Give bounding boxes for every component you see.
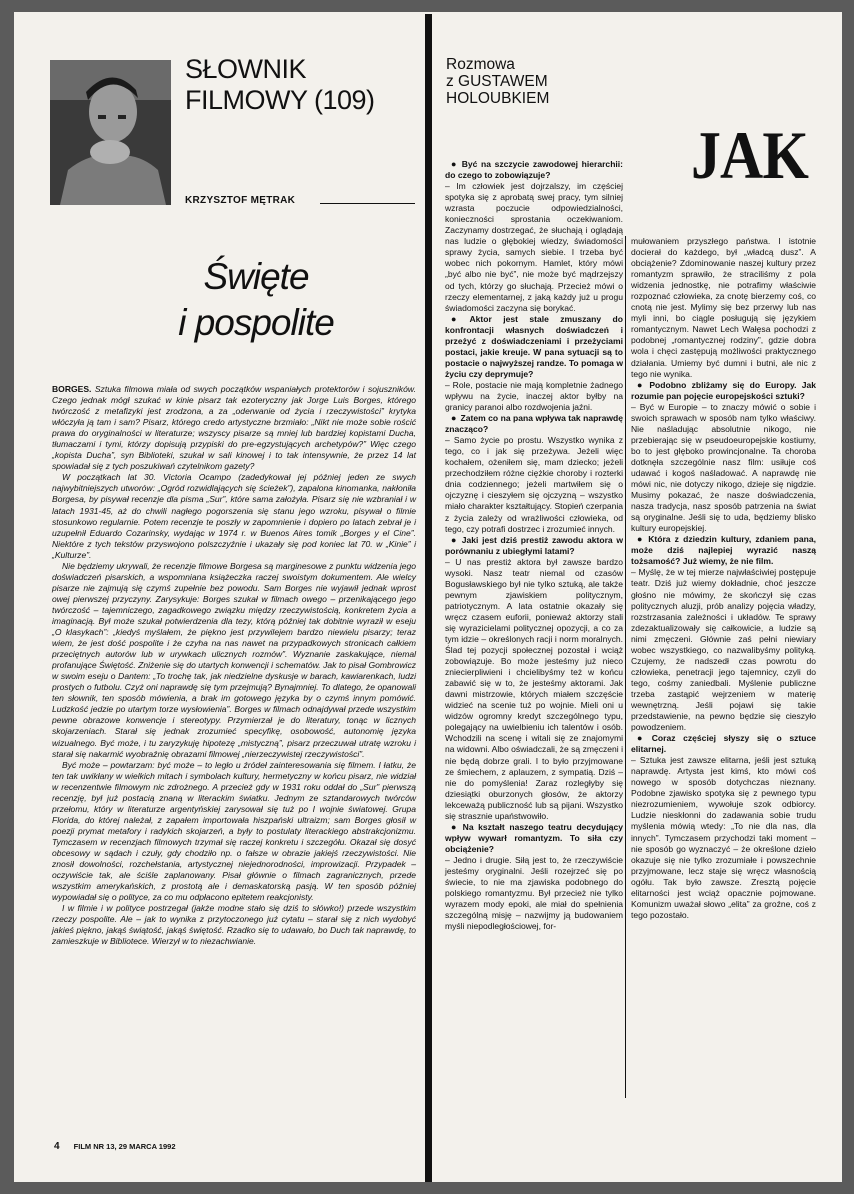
- interview-answer: – Myślę, że w tej mierze najwłaściwiej postępuje teatr. Dziś już wiemy dokładnie, choć jeszcze głośno nie mówimy, że skończył się czas politycznych aluzji, prób analizy pojęcia władzy, rozstrzasania zależności i układów. Te sprawy zdezaktualizowały się całkowicie, a ludzie są nimi zmęczeni. Głównie zaś pełni niewiary wobec wszystkiego, co nazwalibyśmy polityką. Czujemy, że nadszedł czas powrotu do człowieka, penetracji jego tajemnicy, czyli do tego, cośmy zaniedbali. Myślenie publiczne trzeba zastąpić wejrzeniem w materię wewnętrzną. Jeśli pojawi się takie przedstawienie, na pewno będzie się cieszyło powodzeniem.: [631, 567, 816, 733]
- series-title-line1: SŁOWNIK: [185, 54, 307, 84]
- issue-info: FILM NR 13, 29 MARCA 1992: [73, 1142, 176, 1151]
- interview-column-2: [631, 236, 816, 921]
- body-paragraph: Nie będziemy ukrywali, że recenzje filmowe Borgesa są marginesowe z punktu widzenia jego doświadczeń pisarskich, a wspomniana książeczka raczej swoistym dokumentem. Ale wielcy pisarze nie zajmują się czymś zupełnie bez powodu. Sam Borges nie wyjawił jednak wprost owej pierwszej przyczyny. Zarysykuje: Borges szukał w filmach owego – przenikającego jego twórczość – tajemniczego, zagadkowego związku między rzeczywistością, konkretem życia a imaginacją. Był może szukał potwierdzenia dla tezy, którą później tak dobitnie wyraził w eseju „O klasykach”: „kiedyś myślałem, że piękno jest przywilejem bardzo niewielu pisarzy; teraz wiem, że jest dość pospolite i że czyha na nas nawet na przypadkowych stronicach całkiem przeciętnych autorów lub w urywkach ulicznych rozmów”. Wyznanie zaskakujące, niemal profanujące Świętość. Zniżenie się do utartych konwencji i schematów. Jak to pisał Gombrowicz w swoim eseju o Dantem: „To trochę tak, jak niedzielne dyskusje w barach, kawiarenkach, ludzi prostych o futbolu. Czyż oni naprawdę się tym przejmują? Bynajmniej. To dlatego, że opanowali ten słownik, ten sposób mówienia, a brak im gotowego języka by o czymś innym pomówić. Ludzkość jedzie po utartym torze wysłowienia”. Borges w filmach odnajdywał przede wszystkim pewne obrazowe konwencje i stereotypy. Przymierzał je do literatury, tonąc w licznych skojarzeniach. Starał się jednak zrozumieć specyfikę, osobowość, autonomię języka wizualnego. Być może, i tu zaryzykuję hipotezę „mistyczną”, pisarz przeczuwał utratę wzroku i starał się nakarmić wyobraźnię obrazami filmowej „nierzeczywistej rzeczywistości”.: [52, 560, 416, 759]
- interview-title-line2: z GUSTAWEM: [446, 73, 548, 90]
- lead-label: BORGES.: [52, 384, 92, 394]
- interview-answer: mułowaniem przyszłego państwa. I istotnie docierał do każdego, był „władcą dusz”. A obciążenie? Zdominowanie naszej kultury przez romantyzm sprawiło, że straciliśmy z pola widzenia jednostkę, nie potrafimy właściwie rozpoznać człowieka, za cnotę bierzemy coś, co cnotą nie jest. Mylimy się bez przerwy lub nas myli inni, bo ciągle posługują się językiem romantycznym. Nawet Lech Wałęsa pochodzi z podobnej „romantycznej rodziny”, gdzie dobra wola i chęci zastępują możliwości praktycznego działania. Umiemy być dumni i butni, ale nic z tego nie wynika.: [631, 236, 816, 379]
- column-rule: [625, 236, 626, 1098]
- interview-answer: – Jedno i drugie. Siłą jest to, że rzeczywiście jesteśmy oryginalni. Jeśli rozejrzeć się po świecie, to nie ma zjawiska podobnego do polskiego romantyzmu. Był przecież nie tylko wyrazem mody epoki, ale miał do spełnienia szczególną misję – nazwijmy ją budowaniem myśli niepodległościowej, for-: [445, 854, 623, 932]
- body-paragraph: W początkach lat 30. Victoria Ocampo (zadedykował jej później jeden ze swych najwybitniejszych utworów: „Ogród rozwidlających się ścieżek”), zapalona kinomanka, nakłoniła Borgesa, by pisywał recenzje dla pisma „Sur”, które sama założyła. Pisarz się nie wzbraniał i w latach 1931-45, aż do chwili nagłego pogorszenia się stanu jego wzroku, pisywał o filmie stosunkowo regularnie. Potem recenzje te poszły w zapomnienie i dopiero po latach zebrał je i uzupełnił Eduardo Cozarinsky, wydając w 1974 r. w Buenos Aires tomik „Borges y el Cine”. Niektóre z tych tekstów przyswojono polszczyźnie i ukazały się pod koniec lat 70. w „Kinie” i „Kulturze”.: [52, 472, 416, 560]
- interview-title: [446, 56, 549, 107]
- interview-answer: – U nas prestiż aktora był zawsze bardzo wysoki. Nasz teatr niemal od czasów Bogusławskiego był nie tylko sztuką, ale także pewnym zjawiskiem politycznym, patriotycznym. A lata ostatnie okazały się wręcz czasem euforii, ponieważ aktorzy stali się wyrazicielami politycznej opozycji, a co za tym idzie – określonych racji i norm moralnych. Ślad tej pozycji społecznej pozostał i wciąż zobowiązuje. Bo może jesteśmy już nieco zniecierpliwieni i chcielibyśmy też w końcu zabawić się w to, że jesteśmy aktorami. Jak dawni mistrzowie, których miałem szczęście widzieć na scenie tuż po wojnie. Mieli oni u widzów ogromny kredyt szczególnego typu, polegający na uwielbieniu ich talentów i osób. Wchodzili na scenę i witali się ze znajomymi na widowni. Albo oświadczali, że są zmęczeni i nie będą dobrze grali. I to było przyjmowane ze śmiechem, z aplauzem, z sympatią. Dziś – nie do pomyślenia! Zaraz rozległyby się dziesiątki oburzonych głosów, że aktorzy lekceważą publiczność lub są pijani. Wszystko się strasznie upaństwowiło.: [445, 556, 623, 821]
- magazine-page: [14, 12, 842, 1182]
- body-paragraph: I w filmie i w polityce postrzegał (jakże modne stało się dziś to słówko!) przede wszystkim rzeczy pospolite. Ale – jak to wynika z przytoczonego już cytatu – starał się z nich wydobyć jakieś piękno, jakąś świątość, jakąś świętość. Rzadko się to udawało, bo Duch tak naprawdę, to zamieszkuje w Bibliotece. Wierzył w to niezachwianie.: [52, 903, 416, 947]
- byline-rule: [320, 203, 415, 204]
- interview-answer: – Im człowiek jest dojrzalszy, im częściej spotyka się z aprobatą swej pracy, tym silniej wzrasta poczucie odpowiedzialności, konieczności sprostania oczekiwaniom. Zaczynamy dostrzegać, że słuchają i oglądają nas ludzie o głębokiej wiedzy, świadomości sprawy życia, samych siebie. I trzeba być wobec nich pokornym. Hamlet, który mówi „być albo nie być”, nie może być mądrzejszy od tych, którzy go słuchają. Przecież mówi o rzeczy elementarnej, z jaką każdy już u progu świadomości zaczyna się borykać.: [445, 181, 623, 313]
- interview-column-1: [445, 159, 623, 932]
- article-body: [52, 384, 416, 947]
- interview-question: ● Która z dziedzin kultury, zdaniem pana, może dziś najlepiej wyrazić naszą tożsamość? Już wiemy, że nie film.: [631, 534, 816, 567]
- interview-question: ● Podobno zbliżamy się do Europy. Jak rozumie pan pojęcie europejskości sztuki?: [631, 380, 816, 402]
- headline-line1: Święte: [203, 256, 309, 297]
- interview-answer: – Samo życie po prostu. Wszystko wynika z tego, co i jak się przeżywa. Jeżeli więc kochałem, ożeniłem się, mam dziecko; jeżeli przechodziłem różne ciężkie choroby i rozterki dnia codziennego; jeżeli martwiłem się o ojczyznę i cieszyłem się ojczyzną – wszystko miało charakter kształtujący. Stopień czerpania z życia zależy od wrażliwości człowieka, od tego, czy potrafi dostrzec i zrozumieć innych.: [445, 435, 623, 534]
- body-paragraph: [52, 384, 416, 472]
- page-number: 4: [54, 1141, 60, 1152]
- series-title-line2: FILMOWY (109): [185, 85, 375, 115]
- body-text: Sztuka filmowa miała od swych początków wspaniałych protektorów i sojuszników. Czego jednak mógł szukać w kinie pisarz tak ezoteryczny jak Jorge Luis Borges, którego twórczość z metafizyki jest zrodzona, a za „oderwanie od życia i rzeczywistości” krytyka włóczyła ją tam i sam? Pisarz, którego credo artystyczne brzmiało: „Nikt nie może sobie rościć prawa do oryginalności w literaturze; wszyscy pisarze są mniej lub bardziej kopistami Ducha, tłumaczami i tymi, którzy dopisują przypiski do pre-egzystujących archetypów?” Więc czego „kopista Ducha”, syn Biblioteki, szukał w sali kinowej i to tak intensywnie, że przez 14 lat spowiadał się z tych poszukiwań czytelnikom gazety?: [52, 384, 416, 472]
- series-title: [185, 54, 375, 116]
- interview-title-line3: HOLOUBKIEM: [446, 90, 550, 107]
- interview-question: ● Być na szczycie zawodowej hierarchii: do czego to zobowiązuje?: [445, 159, 623, 181]
- author-byline: KRZYSZTOF MĘTRAK: [185, 195, 296, 206]
- interview-answer: – Sztuka jest zawsze elitarna, jeśli jest sztuką naprawdę. Artysta jest kimś, kto mówi coś nowego w sposób dotychczas nieznany. Podobne zjawisko spotyka się z pewnego typu niezrozumieniem, wywołuje szok odbiorcy. Ludzie nieskłonni do zadawania sobie trudu myślenia mówią wtedy: „To nie dla nas, dla innych”. Tymczasem przychodzi taki moment – nie sposób go wyznaczyć – że określone dzieło okazuje się nie tylko zrozumiałe i powszechnie przyjmowane, lecz staje się wręcz własnością ogółu. Tak było zawsze. Zresztą pojęcie elitarności jest wciąż opacznie pojmowane. Komunizm uważał słowo „elita” za groźne, coś z tego pozostało.: [631, 755, 816, 920]
- interview-question: ● Coraz częściej słyszy się o sztuce elitarnej.: [631, 733, 816, 755]
- interview-title-line1: Rozmowa: [446, 56, 515, 73]
- interview-question: ● Zatem co na pana wpływa tak naprawdę znacząco?: [445, 413, 623, 435]
- interview-question: ● Jaki jest dziś prestiż zawodu aktora w porównaniu z ubiegłymi latami?: [445, 535, 623, 557]
- column-divider: [425, 14, 432, 1182]
- headline-line2: i pospolite: [178, 302, 334, 343]
- body-paragraph: Być może – powtarzam: być może – to legło u źródeł zainteresowania się filmem. I łatku, że ten tak uwikłany w wielkich mitach i symbolach kultury, hermetyczny w końcu pisarz, nie widział w recenzentwie filmowym nic zdrożnego. A przecież gdy w 1931 roku oddał do „Sur” pierwszą recenzję, był już postacią znaną w literackim światku. Jednym ze sztandarowych twórców przełomu, który w literaturze argentyńskiej zarysował się tuż po I wojnie światowej. Grupa Florida, do której należał, z zapałem importowała hiszpański ultraizm; sam Borges głosił w poezji prymat metafory i radykich skojarzeń, a były to postulaty literackiego abstrakcjonizmu. Tymczasem w recenzjach filmowych trzymał się raczej konkretu i szczegółu. Okazał się dosyć obcesowy w sądach i czuły, gdy chodziło np. o fałsze w obrazie jakiejś rzeczywistości. Nie znosił dowolności, rozchełstania, artystycznej niejednorodności, improwizacji. Przypadek – oczywiście tak, ale ściśle zaplanowany. Pisał głównie o filmach zagranicznych, przede wszystkim amerykańskich, z prostotą ale i demaskatorską pasją. W ten sposób później wypowiadał się o polityce, za co mu odpłacono epitetem reakcjonisty.: [52, 759, 416, 903]
- interview-answer: – Być w Europie – to znaczy mówić o sobie i swoich sprawach w sposób nam tylko właściwy. Nie naśladując absolutnie nikogo, nie przebierając się w pseudoeuropejskie kostiumy, bo to jest głęboko prowincjonalne. Ta choroba dotknęła szczególnie nasz film: usiłuje coś udawać i kogoś naśladować. A naprawdę nie mówi nic, nie dotyczy nikogo, dzieje się nigdzie. Musimy pokazać, że nasze doświadczenia, nasza tradycja, nasz sposób patrzenia na świat są oryginalne. Jeśli się to uda, będziemy blisko kultury europejskiej.: [631, 401, 816, 534]
- interview-question: ● Na kształt naszego teatru decydujący wpływ wywarł romantyzm. To siła czy obciążenie?: [445, 822, 623, 855]
- interview-question: ● Aktor jest stale zmuszany do konfrontacji własnych doświadczeń i przeżyć z doświadczeniami i przeżyciami postaci, jakie kreuje. W pana sytuacji są to postacie o najwyższej randze. To pomaga w życiu czy deprymuje?: [445, 314, 623, 380]
- page-footer: [54, 1141, 176, 1152]
- portrait-photo: [50, 60, 171, 205]
- interview-answer: – Role, postacie nie mają kompletnie żadnego wpływu na życie, inaczej aktor byłby na granicy paranoi albo rozdwojenia jaźni.: [445, 379, 623, 413]
- interview-big-title: JAK: [691, 117, 809, 193]
- article-headline: [171, 254, 341, 346]
